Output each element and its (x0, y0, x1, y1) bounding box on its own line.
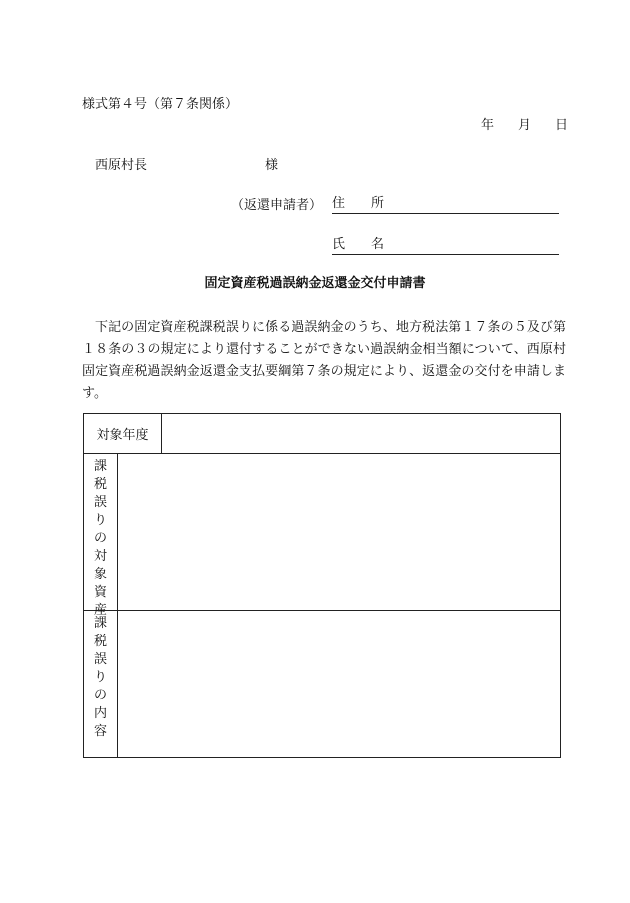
vertical-label-char: 内 (93, 706, 107, 721)
error-detail-field[interactable] (118, 611, 560, 757)
vertical-label-char: 税 (93, 634, 107, 649)
target-asset-label (84, 454, 118, 618)
name-label: 氏 名 (332, 237, 385, 252)
date-day-label: 日 (554, 118, 568, 133)
target-year-field[interactable] (162, 414, 560, 454)
vertical-label-char: り (93, 513, 107, 528)
target-asset-field[interactable] (118, 454, 560, 611)
form-number: 様式第４号（第７条関係） (82, 97, 239, 112)
date-line (481, 117, 568, 135)
addressee: 西原村長 (95, 158, 148, 173)
application-body-text: 下記の固定資産税課税誤りに係る過誤納金のうち、地方税法第１７条の５及び第１８条の３の規定により還付することができない過誤納金相当額について、西原村固定資産税過誤納金返還金支払要綱第７条の規定により、返還金の交付を申請します。 (82, 320, 566, 401)
vertical-label-char: 税 (93, 477, 107, 492)
vertical-label-char: 対 (93, 549, 107, 564)
vertical-label-char: の (93, 531, 107, 546)
document-title: 固定資産税過誤納金返還金交付申請書 (204, 276, 426, 291)
date-month-label: 月 (517, 118, 531, 133)
address-label: 住 所 (332, 196, 385, 211)
vertical-label-char: の (93, 688, 107, 703)
vertical-label-char: 産 (93, 603, 107, 618)
vertical-label-char: 象 (93, 567, 107, 582)
date-year-label: 年 (480, 118, 494, 133)
honorific: 様 (265, 158, 279, 173)
vertical-label-char: 資 (93, 585, 107, 600)
vertical-label-char: 容 (93, 724, 107, 739)
name-field[interactable] (332, 236, 559, 255)
vertical-label-char: 誤 (93, 652, 107, 667)
vertical-label-char: り (93, 670, 107, 685)
vertical-label-char: 誤 (93, 495, 107, 510)
applicant-label: （返還申請者） (231, 198, 323, 213)
vertical-label-char: 課 (93, 616, 107, 631)
error-detail-label (84, 611, 118, 757)
address-field[interactable] (332, 195, 559, 214)
application-table (83, 413, 561, 758)
target-year-label: 対象年度 (84, 414, 162, 454)
vertical-label-char: 課 (93, 459, 107, 474)
